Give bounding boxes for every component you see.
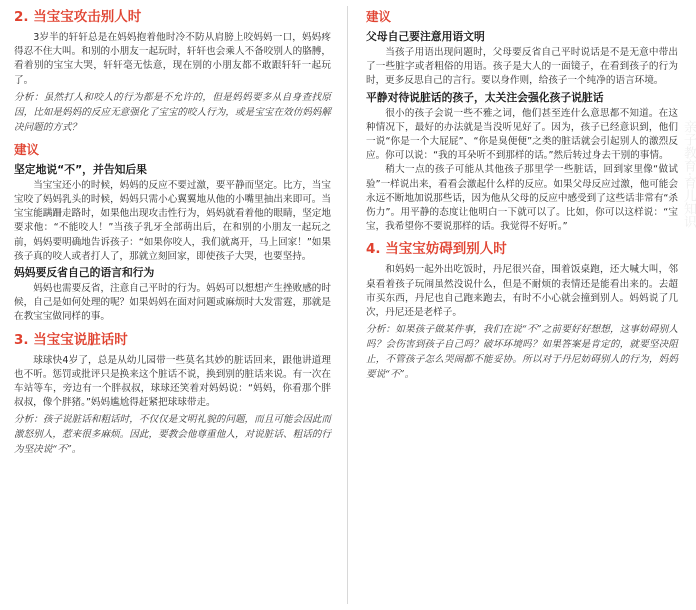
right-suggestion-2-text-a: 很小的孩子会说一些不雅之词，他们甚至连什么意思都不知道。在这种情况下，最好的办法就是当没听见好了。因为，孩子已经意识到，他们一说“你是一个大屁屁”、“你是臭便便”之类的脏话就会引起别人的激烈反应。你可以说：“我的耳朵听不到那样的话。”然后转过身去干别的事情。 [366,107,678,162]
section-2-story: 3岁半的轩轩总是在妈妈抱着他时冷不防从肩膀上咬妈妈一口，妈妈疼得忍不住大叫。和别的小朋友一起玩时，轩轩也会乘人不备咬别人的胳膊，看着别的宝宝大哭，轩轩毫无怯意，现在别的小朋友都不敢跟轩轩一起玩了。 [14,32,331,86]
suggestion-2-text: 妈妈也需要反省，注意自己平时的行为。妈妈可以想想产生挫败感的时候，自己是如何处理的呢？如果妈妈在面对问题或麻烦时大发雷霆，那就是在教宝宝做同样的事。 [14,283,331,323]
section-2-title: 2. 当宝宝攻击别人时 [14,9,142,25]
column-divider [347,6,348,604]
side-watermark: 亲子教育·育儿知识 [681,120,696,229]
suggestion-heading-right: 建议 [366,9,392,24]
section-4-story: 和妈妈一起外出吃饭时，丹尼很兴奋，围着饭桌跑，还大喊大叫，邻桌看着孩子玩闹虽然没说什么，但是不耐烦的表情还是能看出来的。去超市买东西，丹尼也自己跑来跑去，有时不小心就会撞到别人。妈妈说了几次，丹尼还是老样子。 [366,264,678,319]
suggestion-heading-left: 建议 [14,141,40,157]
section-4-analysis: 分析：如果孩子做某件事，我们在说“不”之前要好好想想，这事妨碍别人吗？会伤害到孩子自己吗？破坏环境吗？如果答案是肯定的，就要坚决阻止，不管孩子怎么哭闹都不能妥协。所以对于丹尼妨碍别人的行为，妈妈要说“不”。 [366,324,678,381]
right-suggestion-1-text: 当孩子用语出现问题时，父母要反省自己平时说话是不是无意中带出了一些脏字或者粗俗的用语。孩子是大人的一面镜子，在看到孩子的行为时，更多反思自己的言行。要以身作则，给孩子一个纯净的语言环境。 [366,47,678,87]
right-suggestion-2-title: 平静对待说脏话的孩子，太关注会强化孩子说脏话 [366,90,604,104]
suggestion-1-text: 当宝宝还小的时候，妈妈的反应不要过激，要平静而坚定。比方，当宝宝咬了妈妈乳头的时候，妈妈只需小心翼翼地从他的小嘴里抽出来即可。当宝宝能蹒跚走路时，如果他出现攻击性行为，妈妈就看着他的眼睛，坚定地要求他：“不能咬人！”当孩子乳牙全部萌出后，在和别的小朋友一起玩之前，妈妈要明确地告诉孩子：“如果你咬人，我们就离开，马上回家！”如果孩子真的咬人或者打人了，那就立刻回家，即使孩子大哭，也要坚持。 [14,179,331,262]
suggestion-1-title: 坚定地说“不”，并告知后果 [14,162,147,176]
right-suggestion-1-title: 父母自己要注意用语文明 [366,30,485,43]
left-column [0,0,345,463]
section-3-analysis: 分析：孩子说脏话和粗话时，不仅仅是文明礼貌的问题，而且可能会因此而激怒别人，惹来很多麻烦。因此，要教会他尊重他人，对说脏话、粗话的行为坚决说“不”。 [14,414,331,456]
suggestion-2-title: 妈妈要反省自己的语言和行为 [14,266,155,280]
section-2-analysis: 分析：虽然打人和咬人的行为都是不允许的，但是妈妈要多从自身查找原因，比如是妈妈的反应无意强化了宝宝的咬人行为，或是宝宝在效仿妈妈解决问题的方式？ [14,91,331,133]
right-suggestion-2-text-b: 稍大一点的孩子可能从其他孩子那里学一些脏话，回到家里像“做试验”一样说出来，看看会激起什么样的反应。如果父母反应过激，他可能会永远不断地加说那些话，因为他从父母的反应中感受到了这些话非常有“杀伤力”。用平静的态度让他明白一下就可以了。比如，你可以这样说：“宝宝，我希望你不要说那样的话。我觉得不好听。” [366,164,678,233]
section-4-title: 4. 当宝宝妨碍到别人时 [366,241,507,258]
right-column [352,0,696,388]
section-3-story: 球球快4岁了，总是从幼儿园带一些莫名其妙的脏话回来，跟他讲道理也不听。惩罚或批评只是换来这个脏话不说，换到别的脏话来说。有一次在车站等车，旁边有一个胖叔叔，球球还笑着对妈妈说：“妈妈，你看那个胖叔叔，像个胖猪。”妈妈尴尬得赶紧把球球带走。 [14,354,331,409]
section-3-title: 3. 当宝宝说脏话时 [14,331,128,348]
